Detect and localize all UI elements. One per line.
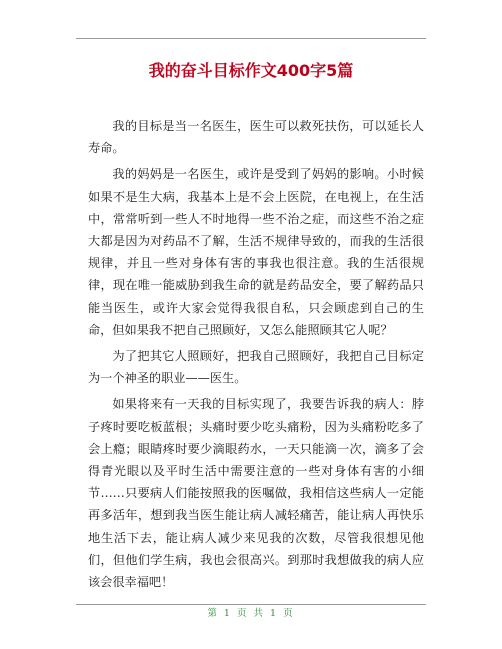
paragraph-1: 我的目标是当一名医生，医生可以救死扶伤，可以延长人寿命。 <box>88 119 424 156</box>
paragraph-4: 如果将来有一天我的目标实现了，我要告诉我的病人：脖子疼时要吃板蓝根；头痛时要少吃头痛粉，因为头痛粉吃多了会上瘾；眼睛疼时要少滴眼药水，一天只能滴一次，滴多了会得青光眼以及平时生活中需要注意的一些对身体有害的小细节……只要病人们能按照我的医嘱做，我相信这些病人一定能再多活年，想到我当医生能让病人减轻痛苦，能让病人再快乐地生活下去，能让病人减少来见我的次数，尽管我很想见他们，但他们学生病，我也会很高兴。到那时我想做我的病人应该会很幸福吧！ <box>88 397 424 590</box>
paragraph-2: 我的妈妈是一名医生，或许是受到了妈妈的影响。小时候如果不是生大病，我基本上是不会上医院，在电视上，在生活中，常常听到一些人不时地得一些不治之症，而这些不治之症大都是因为对药品不了解，生活不规律导致的，而我的生活很规律，并且一些对身体有害的事我也很注意。我的生活很规律，现在唯一能威胁到我生命的就是药品安全，要了解药品只能当医生，或许大家会觉得我很自私，只会顾虑到自己的生命，但如果我不把自己照顾好，又怎么能照顾其它人呢？ <box>88 167 424 337</box>
paragraph-3: 为了把其它人照顾好，把我自己照顾好，我把自己目标定为一个神圣的职业——医生。 <box>88 349 424 386</box>
header-rule <box>76 38 426 39</box>
page-number: 第 1 页 共 1 页 <box>207 608 295 619</box>
document-title: 我的奋斗目标作文400字5篇 <box>148 61 354 80</box>
document-body <box>88 115 424 597</box>
footer-rule <box>76 604 426 605</box>
